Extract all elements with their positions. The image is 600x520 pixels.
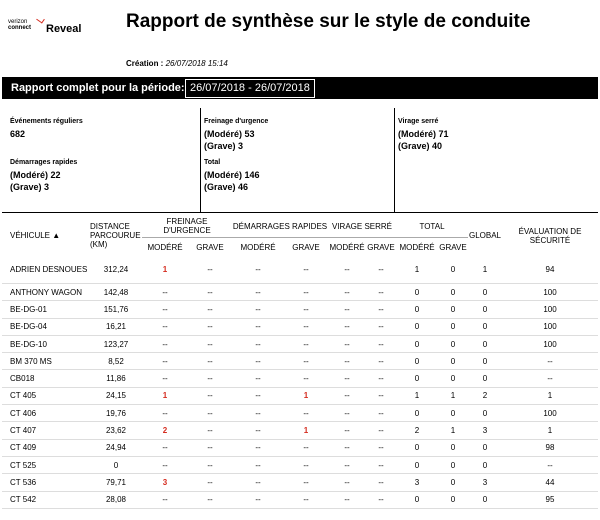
cell-braking-severe: -- — [188, 456, 232, 473]
cell-distance: 0 — [90, 456, 142, 473]
cell-total-severe: 0 — [438, 284, 468, 301]
cell-starts-moderate: -- — [232, 256, 284, 284]
cell-starts-severe: -- — [284, 474, 328, 491]
table-row[interactable] — [2, 456, 598, 473]
cell-global: 0 — [468, 370, 502, 387]
cell-distance: 24,94 — [90, 439, 142, 456]
cell-vehicle[interactable]: ANTHONY WAGON — [2, 284, 90, 301]
cell-distance: 123,27 — [90, 335, 142, 352]
table-row[interactable] — [2, 256, 598, 284]
cell-starts-severe: -- — [284, 491, 328, 508]
cell-global: 1 — [468, 256, 502, 284]
brand-line-2: connect — [8, 25, 32, 31]
cell-total-moderate: 2 — [396, 422, 438, 439]
summary-value: 682 — [10, 129, 26, 139]
cell-cornering-severe: -- — [366, 456, 396, 473]
cell-cornering-severe: -- — [366, 491, 396, 508]
cell-global: 0 — [468, 318, 502, 335]
table-row[interactable] — [2, 370, 598, 387]
cell-vehicle[interactable]: BM 370 MS — [2, 353, 90, 370]
summary-value: (Modéré) 71 — [398, 129, 449, 139]
summary-bottom-rule — [2, 212, 598, 213]
cell-global: 0 — [468, 335, 502, 352]
verizon-connect-mark — [8, 19, 31, 31]
cell-score: 95 — [502, 491, 598, 508]
cell-cornering-moderate: -- — [328, 456, 366, 473]
summary-label: Événements réguliers — [10, 118, 83, 125]
cell-starts-moderate: -- — [232, 387, 284, 404]
cell-distance: 11,86 — [90, 370, 142, 387]
cell-cornering-moderate: -- — [328, 353, 366, 370]
cell-starts-moderate: -- — [232, 370, 284, 387]
summary-value: (Modéré) 53 — [204, 129, 255, 139]
created-value: 26/07/2018 15:14 — [165, 59, 228, 68]
cell-score: -- — [502, 370, 598, 387]
subheader-moderate[interactable]: MODÉRÉ — [399, 242, 435, 252]
cell-starts-severe: -- — [284, 284, 328, 301]
column-header-cornering: VIRAGE SERRÉ — [328, 215, 396, 238]
brand-line-1: verizon — [8, 19, 28, 25]
table-body — [2, 256, 598, 508]
cell-cornering-severe: -- — [366, 301, 396, 318]
cell-vehicle[interactable]: CT 406 — [2, 405, 90, 422]
cell-starts-moderate: -- — [232, 353, 284, 370]
cell-score: 100 — [502, 284, 598, 301]
cell-distance: 8,52 — [90, 353, 142, 370]
cell-braking-severe: -- — [188, 405, 232, 422]
created-label: Création : — [126, 59, 164, 68]
summary-label: Total — [204, 159, 221, 166]
driving-style-table — [2, 215, 598, 509]
cell-total-severe: 0 — [438, 474, 468, 491]
table-row[interactable] — [2, 353, 598, 370]
cell-braking-severe: -- — [188, 422, 232, 439]
cell-total-moderate: 3 — [396, 474, 438, 491]
subheader-moderate[interactable]: MODÉRÉ — [147, 242, 183, 252]
cell-starts-severe: -- — [284, 318, 328, 335]
cell-score: 100 — [502, 335, 598, 352]
cell-braking-moderate: 3 — [142, 474, 188, 491]
cell-cornering-moderate: -- — [328, 301, 366, 318]
cell-score: 94 — [502, 256, 598, 284]
cell-braking-severe: -- — [188, 284, 232, 301]
cell-cornering-moderate: -- — [328, 474, 366, 491]
cell-braking-moderate: -- — [142, 335, 188, 352]
cell-braking-moderate: 2 — [142, 422, 188, 439]
summary-divider — [394, 108, 395, 213]
cell-global: 2 — [468, 387, 502, 404]
cell-cornering-moderate: -- — [328, 370, 366, 387]
cell-braking-moderate: -- — [142, 301, 188, 318]
cell-total-severe: 1 — [438, 422, 468, 439]
cell-braking-moderate: -- — [142, 284, 188, 301]
cell-total-moderate: 0 — [396, 439, 438, 456]
check-icon — [36, 15, 45, 23]
cell-total-severe: 0 — [438, 301, 468, 318]
cell-total-severe: 0 — [438, 456, 468, 473]
cell-distance: 19,76 — [90, 405, 142, 422]
cell-global: 0 — [468, 284, 502, 301]
cell-starts-severe: -- — [284, 256, 328, 284]
cell-score: 100 — [502, 405, 598, 422]
cell-cornering-moderate: -- — [328, 405, 366, 422]
cell-score: 100 — [502, 318, 598, 335]
cell-cornering-severe: -- — [366, 370, 396, 387]
cell-cornering-severe: -- — [366, 284, 396, 301]
cell-distance: 312,24 — [90, 256, 142, 284]
cell-cornering-severe: -- — [366, 387, 396, 404]
cell-global: 0 — [468, 491, 502, 508]
subheader-severe[interactable]: GRAVE — [196, 242, 224, 252]
cell-total-severe: 0 — [438, 491, 468, 508]
cell-global: 0 — [468, 353, 502, 370]
cell-cornering-moderate: -- — [328, 439, 366, 456]
cell-global: 0 — [468, 301, 502, 318]
column-header-braking: FREINAGE D'URGENCE — [142, 215, 232, 238]
cell-vehicle[interactable]: CT 536 — [2, 474, 90, 491]
summary-value: (Grave) 40 — [398, 141, 443, 151]
cell-starts-moderate: -- — [232, 422, 284, 439]
summary-value: (Modéré) 22 — [10, 170, 61, 180]
cell-total-severe: 0 — [438, 335, 468, 352]
cell-total-severe: 0 — [438, 353, 468, 370]
cell-starts-severe: 1 — [284, 387, 328, 404]
cell-starts-severe: -- — [284, 370, 328, 387]
cell-total-moderate: 0 — [396, 491, 438, 508]
cell-cornering-moderate: -- — [328, 284, 366, 301]
cell-starts-severe: -- — [284, 353, 328, 370]
cell-score: 1 — [502, 422, 598, 439]
cell-score: -- — [502, 456, 598, 473]
summary-panel — [2, 108, 598, 213]
cell-starts-severe: -- — [284, 405, 328, 422]
subheader-moderate[interactable]: MODÉRÉ — [240, 242, 276, 252]
cell-total-moderate: 0 — [396, 405, 438, 422]
column-header-score[interactable]: ÉVALUATION DE SÉCURITÉ — [518, 226, 582, 245]
column-header-total: TOTAL — [396, 215, 468, 238]
cell-distance: 23,62 — [90, 422, 142, 439]
summary-label: Freinage d'urgence — [204, 118, 269, 125]
cell-cornering-severe: -- — [366, 353, 396, 370]
cell-cornering-severe: -- — [366, 439, 396, 456]
cell-starts-moderate: -- — [232, 284, 284, 301]
cell-distance: 28,08 — [90, 491, 142, 508]
column-header-vehicle[interactable]: VÉHICULE ▲ — [10, 231, 61, 240]
cell-global: 0 — [468, 456, 502, 473]
summary-value: (Grave) 46 — [204, 182, 249, 192]
cell-cornering-moderate: -- — [328, 256, 366, 284]
cell-global: 0 — [468, 439, 502, 456]
cell-cornering-severe: -- — [366, 405, 396, 422]
table-row[interactable] — [2, 335, 598, 352]
cell-total-moderate: 1 — [396, 256, 438, 284]
cell-braking-severe: -- — [188, 474, 232, 491]
period-label: Rapport complet pour la période: — [11, 82, 185, 94]
cell-global: 3 — [468, 474, 502, 491]
cell-braking-severe: -- — [188, 301, 232, 318]
cell-braking-moderate: -- — [142, 370, 188, 387]
cell-starts-moderate: -- — [232, 491, 284, 508]
cell-braking-severe: -- — [188, 353, 232, 370]
cell-total-moderate: 1 — [396, 387, 438, 404]
cell-total-moderate: 0 — [396, 301, 438, 318]
cell-vehicle[interactable]: CT 407 — [2, 422, 90, 439]
cell-distance: 79,71 — [90, 474, 142, 491]
cell-total-moderate: 0 — [396, 353, 438, 370]
table-row[interactable] — [2, 318, 598, 335]
cell-vehicle[interactable]: CT 409 — [2, 439, 90, 456]
cell-starts-moderate: -- — [232, 301, 284, 318]
cell-braking-severe: -- — [188, 318, 232, 335]
cell-total-severe: 0 — [438, 439, 468, 456]
cell-cornering-severe: -- — [366, 256, 396, 284]
cell-distance: 142,48 — [90, 284, 142, 301]
cell-cornering-moderate: -- — [328, 422, 366, 439]
cell-distance: 24,15 — [90, 387, 142, 404]
cell-starts-severe: -- — [284, 456, 328, 473]
page-title: Rapport de synthèse sur le style de conduite — [126, 11, 531, 32]
table-row[interactable] — [2, 301, 598, 318]
cell-cornering-moderate: -- — [328, 335, 366, 352]
cell-braking-severe: -- — [188, 335, 232, 352]
subheader-moderate[interactable]: MODÉRÉ — [329, 242, 365, 252]
table-row[interactable] — [2, 439, 598, 456]
cell-braking-moderate: -- — [142, 405, 188, 422]
column-header-distance[interactable]: DISTANCE PARCOURUE (KM) — [90, 222, 141, 249]
created-info — [126, 59, 228, 68]
cell-braking-severe: -- — [188, 491, 232, 508]
cell-total-moderate: 0 — [396, 456, 438, 473]
cell-cornering-severe: -- — [366, 422, 396, 439]
cell-score: 1 — [502, 387, 598, 404]
cell-starts-severe: -- — [284, 335, 328, 352]
summary-total — [204, 159, 260, 193]
cell-braking-severe: -- — [188, 370, 232, 387]
cell-total-moderate: 0 — [396, 335, 438, 352]
cell-total-severe: 1 — [438, 387, 468, 404]
table-row[interactable] — [2, 474, 598, 491]
table-row[interactable] — [2, 387, 598, 404]
cell-vehicle[interactable]: BE-DG-01 — [2, 301, 90, 318]
cell-cornering-severe: -- — [366, 335, 396, 352]
cell-vehicle[interactable]: CT 542 — [2, 491, 90, 508]
table-row[interactable] — [2, 405, 598, 422]
summary-value: (Grave) 3 — [204, 141, 244, 151]
cell-braking-severe: -- — [188, 439, 232, 456]
cell-total-severe: 0 — [438, 318, 468, 335]
cell-starts-moderate: -- — [232, 474, 284, 491]
summary-rapid-starts — [10, 159, 77, 193]
cell-score: 98 — [502, 439, 598, 456]
cell-total-moderate: 0 — [396, 370, 438, 387]
cell-total-severe: 0 — [438, 370, 468, 387]
cell-score: 44 — [502, 474, 598, 491]
period-value: 26/07/2018 - 26/07/2018 — [185, 79, 315, 98]
table-row[interactable] — [2, 422, 598, 439]
cell-total-severe: 0 — [438, 405, 468, 422]
table-row[interactable] — [2, 284, 598, 301]
table-row[interactable] — [2, 491, 598, 508]
cell-starts-moderate: -- — [232, 405, 284, 422]
cell-vehicle[interactable]: CB018 — [2, 370, 90, 387]
cell-starts-moderate: -- — [232, 439, 284, 456]
cell-braking-severe: -- — [188, 256, 232, 284]
subheader-severe[interactable]: GRAVE — [367, 242, 395, 252]
cell-cornering-moderate: -- — [328, 318, 366, 335]
cell-braking-moderate: -- — [142, 353, 188, 370]
subheader-severe[interactable]: GRAVE — [439, 242, 467, 252]
cell-cornering-moderate: -- — [328, 491, 366, 508]
cell-starts-moderate: -- — [232, 335, 284, 352]
cell-total-severe: 0 — [438, 256, 468, 284]
summary-label: Démarrages rapides — [10, 159, 78, 166]
summary-regular-events — [10, 118, 83, 140]
cell-vehicle[interactable]: ADRIEN DESNOUES — [2, 256, 90, 284]
cell-total-moderate: 0 — [396, 318, 438, 335]
cell-starts-severe: 1 — [284, 422, 328, 439]
summary-value: (Grave) 3 — [10, 182, 50, 192]
cell-total-moderate: 0 — [396, 284, 438, 301]
cell-starts-moderate: -- — [232, 456, 284, 473]
cell-global: 0 — [468, 405, 502, 422]
cell-braking-moderate: 1 — [142, 256, 188, 284]
cell-braking-moderate: -- — [142, 439, 188, 456]
product-name: Reveal — [46, 23, 82, 35]
cell-cornering-severe: -- — [366, 474, 396, 491]
cell-vehicle[interactable]: CT 405 — [2, 387, 90, 404]
summary-hard-cornering — [398, 118, 449, 152]
cell-starts-severe: -- — [284, 301, 328, 318]
period-bar — [2, 77, 598, 99]
cell-global: 3 — [468, 422, 502, 439]
cell-score: -- — [502, 353, 598, 370]
summary-hard-braking — [204, 118, 268, 152]
subheader-severe[interactable]: GRAVE — [292, 242, 320, 252]
cell-braking-moderate: -- — [142, 491, 188, 508]
summary-label: Virage serré — [398, 118, 439, 125]
column-header-starts: DÉMARRAGES RAPIDES — [232, 215, 328, 238]
cell-distance: 16,21 — [90, 318, 142, 335]
cell-braking-moderate: -- — [142, 456, 188, 473]
cell-vehicle[interactable]: BE-DG-04 — [2, 318, 90, 335]
cell-braking-moderate: -- — [142, 318, 188, 335]
cell-starts-moderate: -- — [232, 318, 284, 335]
cell-starts-severe: -- — [284, 439, 328, 456]
cell-vehicle[interactable]: CT 525 — [2, 456, 90, 473]
summary-value: (Modéré) 146 — [204, 170, 260, 180]
cell-vehicle[interactable]: BE-DG-10 — [2, 335, 90, 352]
cell-distance: 151,76 — [90, 301, 142, 318]
cell-cornering-severe: -- — [366, 318, 396, 335]
summary-divider — [200, 108, 201, 213]
cell-score: 100 — [502, 301, 598, 318]
cell-braking-severe: -- — [188, 387, 232, 404]
brand-logo — [8, 17, 113, 41]
cell-braking-moderate: 1 — [142, 387, 188, 404]
cell-cornering-moderate: -- — [328, 387, 366, 404]
column-header-global[interactable]: GLOBAL — [468, 231, 501, 240]
